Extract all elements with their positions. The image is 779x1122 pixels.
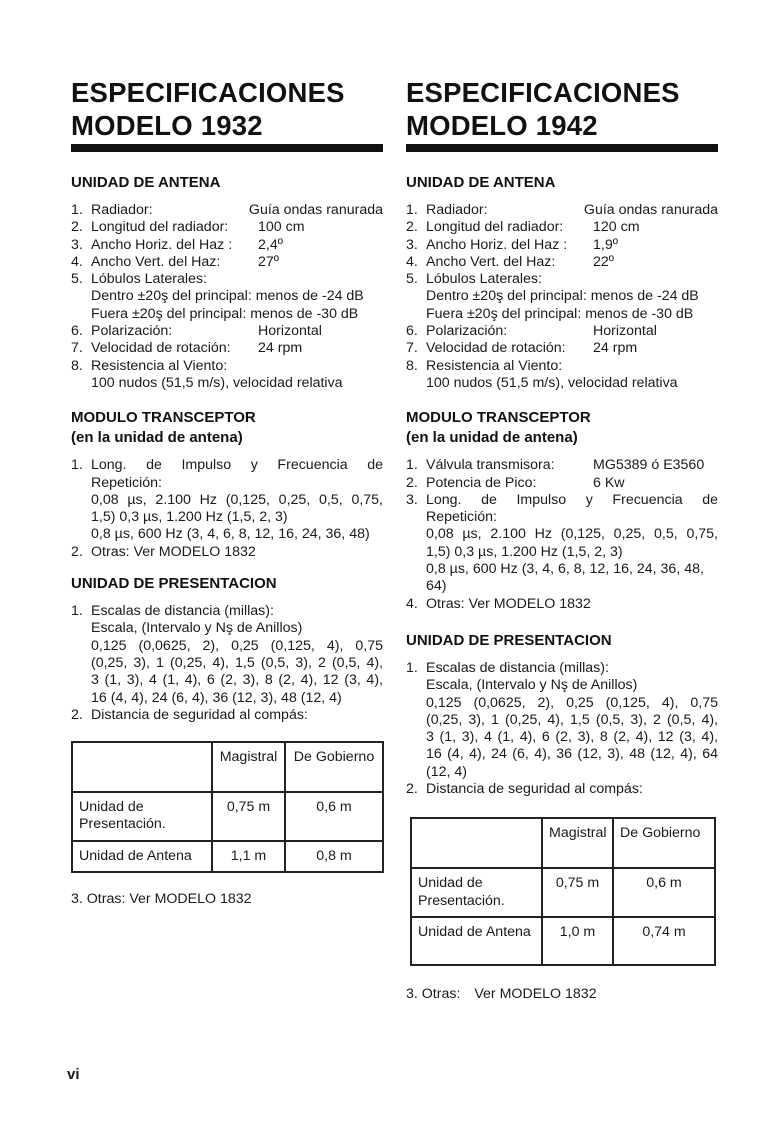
column-modelo-1942: [406, 76, 718, 1003]
table-cell: 1,0 m: [542, 917, 613, 965]
table-cell: Unidad de Presentación.: [72, 792, 212, 841]
transceptor-list: [406, 457, 718, 613]
presentacion-list: [71, 603, 383, 724]
list-item: 5. Lóbulos Laterales:: [406, 271, 542, 288]
otras-text: Ver MODELO 1832: [474, 985, 597, 1002]
list-item-line: 1,5) 0,3 µs, 1.200 Hz (1,5, 2, 3): [426, 543, 623, 560]
list-item-line: 16 (4, 4), 24 (6, 4), 36 (12, 3), 48 (12, 4): [91, 689, 342, 706]
table-cell: 0,8 m: [285, 841, 383, 872]
list-item-line: Escala, (Intervalo y Nş de Anillos): [426, 677, 638, 694]
list-item: 1. Escalas de distancia (millas):: [406, 659, 609, 676]
distance-table: [71, 741, 384, 873]
list-item-line: 3 (1, 3), 4 (1, 4), 6 (2, 3), 8 (2, 4), 12 (3, 4),: [91, 672, 383, 689]
table-header-row: [411, 818, 715, 868]
table-cell: 0,74 m: [613, 917, 715, 965]
table-cell: 0,6 m: [613, 868, 715, 917]
list-item: 8. Resistencia al Viento:: [406, 357, 563, 374]
list-item: 7. Velocidad de rotación: 24 rpm: [71, 340, 303, 357]
table-row: [411, 917, 715, 965]
list-subitem: Dentro ±20ş del principal: menos de -24 dB: [426, 288, 699, 305]
distance-table: [410, 817, 716, 966]
list-item: 8. Resistencia al Viento:: [71, 357, 228, 374]
table-cell: 0,75 m: [542, 868, 613, 917]
list-item: 1. Radiador: Guía ondas ranurada: [71, 202, 383, 218]
table-row: [411, 868, 715, 917]
table-header-cell: De Gobierno: [285, 742, 383, 792]
presentacion-list: [406, 660, 718, 798]
title-rule: [71, 144, 383, 152]
list-item: 3. Ancho Horiz. del Haz : 1,9º: [406, 236, 618, 253]
list-item-line: Repetición:: [426, 509, 497, 526]
list-subitem: Dentro ±20ş del principal: menos de -24 dB: [91, 288, 364, 305]
list-item-line: 1,5) 0,3 µs, 1.200 Hz (1,5, 2, 3): [91, 509, 288, 526]
list-item: 6. Polarización: Horizontal: [406, 323, 657, 340]
antena-list: [406, 202, 718, 392]
list-item: 1. Escalas de distancia (millas):: [71, 603, 274, 620]
list-item: 6. Polarización: Horizontal: [71, 323, 322, 340]
title-line-2: MODELO 1932: [71, 110, 263, 141]
list-item-line: 0,125 (0,0625, 2), 0,25 (0,125, 4), 0,75: [91, 637, 383, 654]
list-item: 4. Ancho Vert. del Haz: 27º: [71, 253, 279, 270]
list-item: 4. Otras: Ver MODELO 1832: [406, 595, 591, 612]
section-subheading-transceptor: (en la unidad de antena): [406, 429, 578, 447]
section-heading-presentacion: UNIDAD DE PRESENTACION: [71, 575, 277, 593]
table-cell: 0,6 m: [285, 792, 383, 841]
list-item-line: 64): [426, 578, 447, 595]
otras-line: [406, 986, 718, 1003]
table-cell: Unidad de Antena: [411, 917, 542, 965]
list-subitem: 100 nudos (51,5 m/s), velocidad relativa: [91, 374, 343, 391]
title-line-1: ESPECIFICACIONES: [406, 77, 680, 108]
list-item: 1. Long. de Impulso y Frecuencia de: [71, 457, 383, 474]
table-header-cell: De Gobierno: [613, 818, 715, 868]
list-item: 2. Distancia de seguridad al compás:: [71, 706, 308, 723]
column-modelo-1932: [71, 76, 383, 908]
list-item: 2. Otras: Ver MODELO 1832: [71, 543, 256, 560]
title-line-2: MODELO 1942: [406, 110, 598, 141]
section-heading-presentacion: UNIDAD DE PRESENTACION: [406, 631, 612, 649]
list-item: 2. Longitud del radiador: 100 cm: [71, 219, 305, 236]
table-header-cell: Magistral: [542, 818, 613, 868]
table-cell: 1,1 m: [212, 841, 285, 872]
list-item-line: (0,25, 3), 1 (0,25, 4), 1,5 (0,5, 3), 2 (0,5, 4),: [91, 654, 383, 671]
list-item: 5. Lóbulos Laterales:: [71, 271, 207, 288]
list-item-line: 0,125 (0,0625, 2), 0,25 (0,125, 4), 0,75: [426, 694, 718, 711]
list-item-line: Escala, (Intervalo y Nş de Anillos): [91, 620, 303, 637]
table-cell: Unidad de Antena: [72, 841, 212, 872]
table-cell: 0,75 m: [212, 792, 285, 841]
table-header-cell: [411, 818, 542, 868]
section-heading-transceptor: MODULO TRANSCEPTOR: [406, 409, 591, 427]
table-header-cell: Magistral: [212, 742, 285, 792]
antena-list: [71, 202, 383, 392]
page-number: vi: [67, 1066, 80, 1083]
otras-label: 3. Otras:: [406, 985, 461, 1002]
section-heading-transceptor: MODULO TRANSCEPTOR: [71, 409, 256, 427]
list-item-line: 0,8 µs, 600 Hz (3, 4, 6, 8, 12, 16, 24, 36, 48,: [426, 561, 704, 578]
list-item-line: (0,25, 3), 1 (0,25, 4), 1,5 (0,5, 3), 2 (0,5, 4),: [426, 711, 718, 728]
list-item: 2. Potencia de Pico: 6 Kw: [406, 474, 625, 491]
list-item-line: Repetición:: [91, 474, 162, 491]
title-rule: [406, 144, 718, 152]
section-subheading-transceptor: (en la unidad de antena): [71, 429, 243, 447]
list-subitem: Fuera ±20ş del principal: menos de -30 dB: [91, 305, 359, 322]
otras-line: 3. Otras: Ver MODELO 1832: [71, 891, 252, 908]
list-item: 7. Velocidad de rotación: 24 rpm: [406, 340, 638, 357]
list-item-line: 0,8 µs, 600 Hz (3, 4, 6, 8, 12, 16, 24, 36, 48): [91, 526, 370, 543]
list-item: 2. Longitud del radiador: 120 cm: [406, 219, 640, 236]
section-heading-antena: UNIDAD DE ANTENA: [406, 174, 556, 191]
table-header-cell: [72, 742, 212, 792]
list-item-line: 16 (4, 4), 24 (6, 4), 36 (12, 3), 48 (12, 4), 64: [426, 746, 718, 763]
list-item: 3. Ancho Horiz. del Haz : 2,4º: [71, 236, 283, 253]
transceptor-list: [71, 457, 383, 561]
table-row: [72, 792, 383, 841]
list-item: 1. Radiador: Guía ondas ranurada: [406, 202, 718, 218]
list-item: 2. Distancia de seguridad al compás:: [406, 781, 643, 798]
list-item-line: 0,08 µs, 2.100 Hz (0,125, 0,25, 0,5, 0,75,: [91, 491, 383, 508]
table-row: [72, 841, 383, 872]
list-subitem: 100 nudos (51,5 m/s), velocidad relativa: [426, 374, 678, 391]
list-item-line: 3 (1, 3), 4 (1, 4), 6 (2, 3), 8 (2, 4), 12 (3, 4),: [426, 729, 718, 746]
list-subitem: Fuera ±20ş del principal: menos de -30 dB: [426, 305, 694, 322]
list-item-line: (12, 4): [426, 763, 468, 780]
list-item: 1. Válvula transmisora: MG5389 ó E3560: [406, 457, 705, 474]
table-cell: Unidad de Presentación.: [411, 868, 542, 917]
list-item-line: 0,08 µs, 2.100 Hz (0,125, 0,25, 0,5, 0,75,: [426, 526, 718, 543]
list-item: 3. Long. de Impulso y Frecuencia de: [406, 491, 718, 508]
section-heading-antena: UNIDAD DE ANTENA: [71, 174, 221, 191]
title-line-1: ESPECIFICACIONES: [71, 77, 345, 108]
table-header-row: [72, 742, 383, 792]
list-item: 4. Ancho Vert. del Haz: 22º: [406, 253, 614, 270]
